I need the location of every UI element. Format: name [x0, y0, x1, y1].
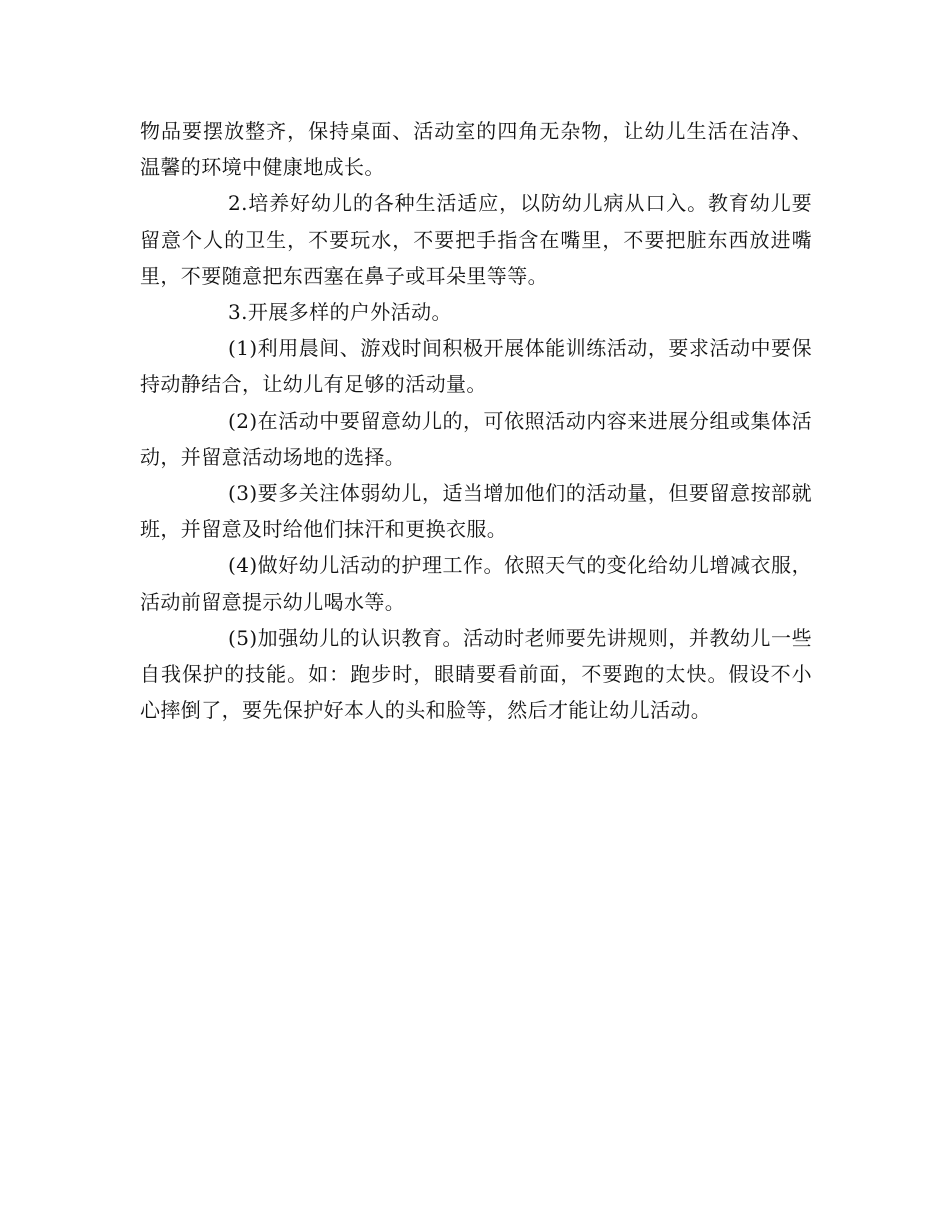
paragraph-subitem-3: (3)要多关注体弱幼儿，适当增加他们的活动量，但要留意按部就班，并留意及时给他们抹汗和更换衣服。 — [140, 481, 812, 542]
document-body — [140, 113, 812, 728]
paragraph-subitem-5: (5)加强幼儿的认识教育。活动时老师要先讲规则，并教幼儿一些自我保护的技能。如：跑步时，眼睛要看前面，不要跑的太快。假设不小心摔倒了，要先保护好本人的头和脸等，然后才能让幼儿活动。 — [140, 625, 812, 723]
paragraph-item-2: 2.培养好幼儿的各种生活适应，以防幼儿病从口入。教育幼儿要留意个人的卫生，不要玩水，不要把手指含在嘴里，不要把脏东西放进嘴里，不要随意把东西塞在鼻子或耳朵里等等。 — [140, 191, 812, 288]
paragraph-continuation: 物品要摆放整齐，保持桌面、活动室的四角无杂物，让幼儿生活在洁净、温馨的环境中健康地成长。 — [140, 119, 812, 180]
paragraph-subitem-4: (4)做好幼儿活动的护理工作。依照天气的变化给幼儿增减衣服，活动前留意提示幼儿喝水等。 — [140, 553, 812, 614]
paragraph-item-3: 3.开展多样的户外活动。 — [228, 300, 452, 325]
paragraph-subitem-1: (1)利用晨间、游戏时间积极开展体能训练活动，要求活动中要保持动静结合，让幼儿有足够的活动量。 — [140, 336, 812, 397]
paragraph-subitem-2: (2)在活动中要留意幼儿的，可依照活动内容来进展分组或集体活动，并留意活动场地的选择。 — [140, 408, 812, 469]
